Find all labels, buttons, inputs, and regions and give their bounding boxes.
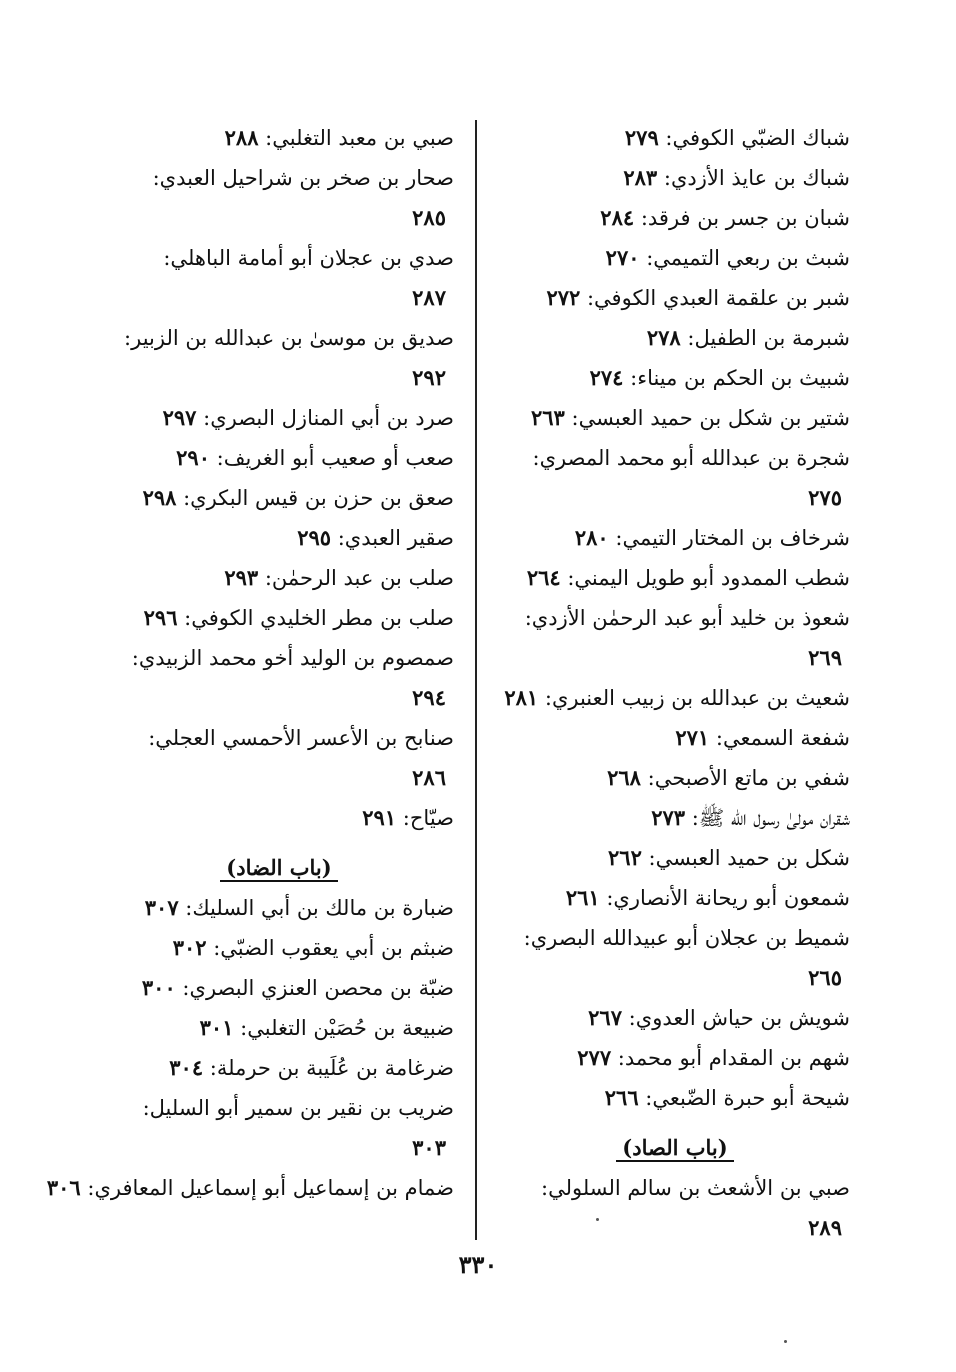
- entry-name: صديق بن موسىٰ بن عبدالله بن الزبير:: [124, 326, 454, 350]
- index-entry: [500, 398, 850, 438]
- index-entry: [500, 438, 850, 518]
- entry-name: صبي بن معبد التغلبي:: [258, 126, 454, 150]
- index-entry: [500, 918, 850, 998]
- index-entry: [104, 478, 454, 518]
- entry-page-number: ٢٦٨: [607, 765, 641, 790]
- entry-name: صلب بن عبد الرحمٰن:: [258, 566, 454, 590]
- section-heading-text: (باب الصاد): [616, 1135, 733, 1162]
- index-entry: [500, 358, 850, 398]
- index-entry: [500, 798, 850, 838]
- entry-name: شمعون أبو ريحانة الأنصاري:: [599, 886, 850, 910]
- entry-page-number: ٢٦٥: [808, 965, 842, 990]
- index-entry: [500, 878, 850, 918]
- left-entries-list: [104, 118, 454, 838]
- index-entry: [500, 158, 850, 198]
- entry-name: ضبارة بن مالك بن أبي السليك:: [178, 896, 454, 920]
- entry-name: شيحة أبو حبرة الضّبعي:: [638, 1086, 850, 1110]
- entry-name: شقران مولىٰ رسول الله ﷺ:: [685, 806, 850, 830]
- entry-name: ضبّة بن محصن العنزي البصري:: [175, 976, 454, 1000]
- entry-page-number: ٢٩٣: [224, 565, 259, 590]
- entry-page-number: ٣٠٦: [46, 1175, 81, 1200]
- entry-name: شفي بن ماتع الأصبحي:: [640, 766, 850, 790]
- entry-page-number: ٢٧٤: [589, 365, 624, 390]
- index-entry: [104, 928, 454, 968]
- page-number: ٣٣٠: [458, 1250, 498, 1279]
- index-entry: [500, 598, 850, 678]
- right-after-section-list: [500, 1168, 850, 1248]
- entry-name: صدي بن عجلان أبو أمامة الباهلي:: [163, 246, 454, 270]
- entry-name: شباك الضبّي الكوفي:: [658, 126, 850, 150]
- entry-name: شفعة السمعي:: [709, 726, 850, 750]
- entry-page-number: ٢٧١: [675, 725, 710, 750]
- entry-name: شبرمة بن الطفيل:: [680, 326, 850, 350]
- index-entry: [500, 278, 850, 318]
- index-entry: [104, 1008, 454, 1048]
- index-entry: [500, 998, 850, 1038]
- index-entry: [500, 758, 850, 798]
- index-entry: [104, 438, 454, 478]
- entry-page-number: ٢٨٩: [808, 1215, 842, 1240]
- entry-page-number: ٢٧٧: [577, 1045, 612, 1070]
- entry-page-number: ٢٦٩: [808, 645, 842, 670]
- section-heading-text: (باب الضاد): [220, 855, 337, 882]
- index-entry: [104, 518, 454, 558]
- entry-page-number: ٢٧٥: [808, 485, 842, 510]
- entry-name: شبيث بن الحكم بن ميناء:: [623, 366, 850, 390]
- index-entry: [104, 638, 454, 718]
- index-column-right: [500, 118, 850, 1248]
- entry-page-number: ٢٦٣: [530, 405, 565, 430]
- entry-page-number: ٢٨٦: [412, 765, 446, 790]
- entry-page-number: ٢٧٩: [624, 125, 659, 150]
- index-entry: [500, 118, 850, 158]
- entry-name: شجرة بن عبدالله أبو محمد المصري:: [532, 446, 850, 470]
- index-entry: [104, 398, 454, 438]
- index-entry: [104, 798, 454, 838]
- entry-page-number: ٢٩٦: [143, 605, 178, 630]
- entry-page-number: ٣٠١: [199, 1015, 234, 1040]
- entry-name: شبان بن جسر بن فرقد:: [634, 206, 850, 230]
- entry-name: ضبثم بن أبي يعقوب الضبّي:: [206, 936, 454, 960]
- entry-name: صقير العبدي:: [331, 526, 454, 550]
- entry-page-number: ٢٩٠: [176, 445, 210, 470]
- entry-name: صرد بن أبي المنازل البصري:: [196, 406, 454, 430]
- entry-page-number: ٢٨٤: [600, 205, 635, 230]
- index-entry: [500, 238, 850, 278]
- column-divider: [475, 120, 477, 1240]
- entry-name: صعب أو صعيب أبو الغريف:: [210, 446, 454, 470]
- index-entry: [500, 1038, 850, 1078]
- entry-name: ضريب بن نقير بن سمير أبو السليل:: [142, 1096, 454, 1120]
- section-heading-sad: [500, 1128, 850, 1168]
- entry-page-number: ٢٧٠: [605, 245, 640, 270]
- entry-page-number: ٣٠٠: [141, 975, 176, 1000]
- entry-page-number: ٢٨١: [504, 685, 539, 710]
- index-entry: [104, 598, 454, 638]
- index-entry: [104, 1088, 454, 1168]
- index-entry: [104, 1048, 454, 1088]
- index-entry: [104, 158, 454, 238]
- index-column-left: [46, 118, 454, 1208]
- entry-page-number: ٢٩٤: [412, 685, 446, 710]
- index-entry: [500, 1168, 850, 1248]
- index-entry: [104, 118, 454, 158]
- entry-page-number: ٢٩٢: [412, 365, 446, 390]
- entry-page-number: ٢٩٨: [142, 485, 177, 510]
- entry-name: ضبيعة بن حُصَيْن التغلبي:: [233, 1016, 454, 1040]
- entry-name: صيّاح:: [396, 806, 454, 830]
- entry-page-number: ٣٠٢: [172, 935, 207, 960]
- entry-page-number: ٢٧٣: [651, 805, 686, 830]
- index-entry: [500, 718, 850, 758]
- entry-page-number: ٣٠٧: [144, 895, 179, 920]
- index-entry: [500, 838, 850, 878]
- scan-speck: [596, 1218, 599, 1221]
- index-entry: [104, 888, 454, 928]
- entry-name: شرخاف بن المختار التيمي:: [608, 526, 850, 550]
- entry-name: شهم بن المقدام أبو محمد:: [611, 1046, 850, 1070]
- entry-page-number: ٢٧٨: [646, 325, 681, 350]
- entry-name: صعق بن حزن بن قيس البكري:: [176, 486, 454, 510]
- index-entry: [104, 238, 454, 318]
- entry-page-number: ٢٨٠: [574, 525, 609, 550]
- entry-page-number: ٢٨٨: [224, 125, 259, 150]
- entry-page-number: ٢٦٤: [526, 565, 561, 590]
- section-heading-dad: [104, 848, 454, 888]
- entry-page-number: ٢٦١: [565, 885, 600, 910]
- entry-page-number: ٢٦٧: [588, 1005, 622, 1030]
- entry-page-number: ٢٩٧: [162, 405, 197, 430]
- entry-name: صبي بن الأشعث بن سالم السلولي:: [541, 1176, 850, 1200]
- right-entries-list: [500, 118, 850, 1118]
- entry-page-number: ٢٦٦: [604, 1085, 639, 1110]
- entry-name: شعوذ بن خليد أبو عبد الرحمٰن الأزدي:: [524, 606, 850, 630]
- index-entry: [500, 1078, 850, 1118]
- entry-page-number: ٢٨٣: [623, 165, 658, 190]
- entry-name: شبث بن ربعي التميمي:: [639, 246, 850, 270]
- entry-name: شميط بن عجلان أبو عبيدالله البصري:: [523, 926, 850, 950]
- entry-name: ضمام بن إسماعيل أبو إسماعيل المعافري:: [80, 1176, 454, 1200]
- index-entry: [104, 968, 454, 1008]
- entry-page-number: ٢٧٢: [546, 285, 581, 310]
- entry-name: شتير بن شكل بن حميد العبسي:: [564, 406, 850, 430]
- entry-page-number: ٢٨٥: [412, 205, 446, 230]
- entry-name: شبر بن علقمة العبدي الكوفي:: [580, 286, 850, 310]
- entry-name: شويش بن حياش العدوي:: [622, 1006, 850, 1030]
- scan-speck: [784, 1340, 787, 1343]
- entry-page-number: ٣٠٤: [169, 1055, 204, 1080]
- entry-page-number: ٣٠٣: [412, 1135, 446, 1160]
- index-entry: [500, 318, 850, 358]
- index-entry: [500, 678, 850, 718]
- left-after-section-list: [46, 888, 454, 1208]
- index-entry: [500, 558, 850, 598]
- index-entry: [500, 198, 850, 238]
- index-entry: [104, 558, 454, 598]
- entry-name: شكل بن حميد العبسي:: [641, 846, 850, 870]
- entry-name: شطب الممدود أبو طويل اليمني:: [560, 566, 850, 590]
- index-entry: [104, 318, 454, 398]
- entry-page-number: ٢٨٧: [412, 285, 446, 310]
- entry-name: صلب بن مطر الخليدي الكوفي:: [177, 606, 454, 630]
- index-entry: [104, 718, 454, 798]
- entry-page-number: ٢٦٢: [608, 845, 642, 870]
- entry-page-number: ٢٩٥: [297, 525, 332, 550]
- entry-page-number: ٢٩١: [362, 805, 397, 830]
- entry-name: صمصوم بن الوليد أخو محمد الزبيدي:: [131, 646, 454, 670]
- entry-name: شعيث بن عبدالله بن زبيب العنبري:: [538, 686, 850, 710]
- entry-name: صنابح بن الأعسر الأحمسي العجلي:: [148, 726, 454, 750]
- entry-name: شباك بن عايذ الأزدي:: [657, 166, 850, 190]
- index-entry: [500, 518, 850, 558]
- entry-name: ضرغامة بن عُلَيبة بن حرملة:: [203, 1056, 454, 1080]
- entry-name: صحار بن صخر بن شراحيل العبدي:: [152, 166, 454, 190]
- index-entry: [46, 1168, 454, 1208]
